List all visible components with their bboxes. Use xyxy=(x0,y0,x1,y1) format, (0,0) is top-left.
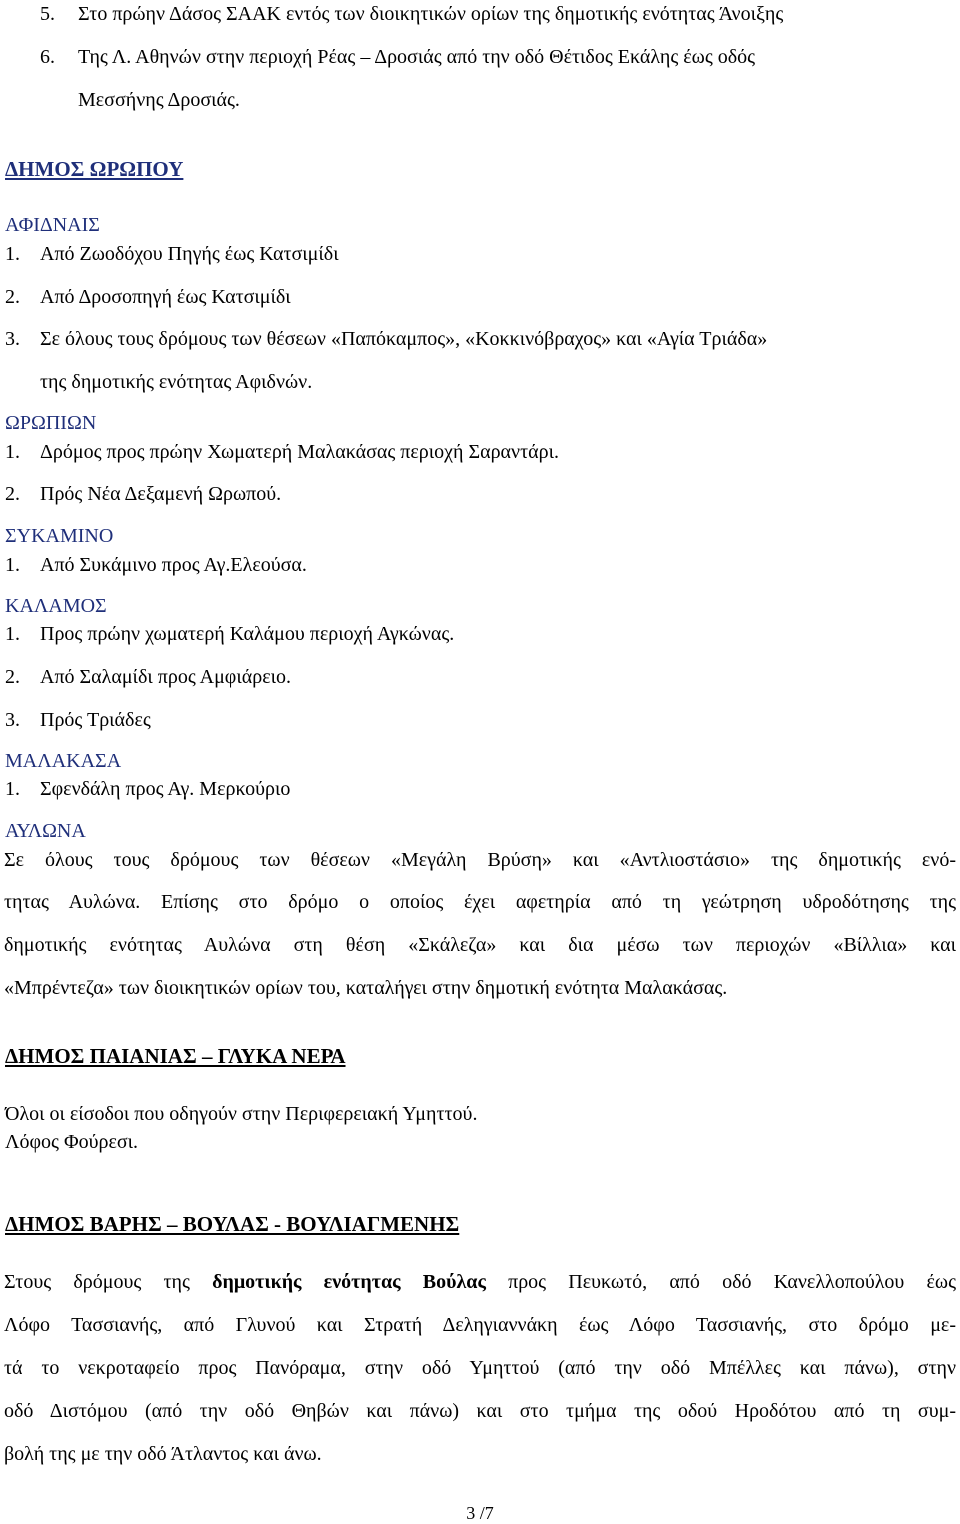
paragraph-line: βολή της με την οδό Άτλαντος και άνω. xyxy=(4,1443,322,1465)
list-item xyxy=(5,622,455,646)
text-run: Στους δρόμους της xyxy=(4,1271,213,1293)
subsection-heading: ΚΑΛΑΜΟΣ xyxy=(5,595,107,617)
item-text: Από Συκάμινο προς Αγ.Ελεούσα. xyxy=(40,554,307,576)
item-text: Πρός Νέα Δεξαμενή Ωρωπού. xyxy=(40,483,282,505)
subsection-heading: ΣΥΚΑΜΙΝΟ xyxy=(5,525,114,547)
item-text: Της Λ. Αθηνών στην περιοχή Ρέας – Δροσιάς από την οδό Θέτιδος Εκάλης έως οδός xyxy=(78,46,756,68)
item-text-continuation: Μεσσήνης Δροσιάς. xyxy=(78,89,240,111)
item-number: 5. xyxy=(40,3,55,25)
item-text: Από Δροσοπηγή έως Κατσιμίδι xyxy=(40,286,291,308)
item-number: 3. xyxy=(5,328,20,350)
paragraph-line: Λόφο Τασσιανής, από Γλυνού και Στρατή Δεληγιαννάκη έως Λόφο Τασσιανής, στο δρόμο με- xyxy=(4,1314,956,1336)
paragraph-line: Όλοι οι είσοδοι που οδηγούν στην Περιφερειακή Υμηττού. xyxy=(5,1103,478,1125)
subsection-heading: ΑΦΙΔΝΑΙΣ xyxy=(5,214,100,236)
page-number: 3 /7 xyxy=(466,1503,494,1523)
section-title: ΔΗΜΟΣ ΠΑΙΑΝΙΑΣ – ΓΛΥΚΑ ΝΕΡΑ xyxy=(5,1044,346,1068)
item-number: 1. xyxy=(5,778,20,800)
section-title: ΔΗΜΟΣ ΩΡΩΠΟΥ xyxy=(5,157,184,181)
paragraph-line: «Μπρέντεζα» των διοικητικών ορίων του, καταλήγει στην δημοτική ενότητα Μαλακάσας. xyxy=(4,977,728,999)
item-text: Σφενδάλη προς Αγ. Μερκούριο xyxy=(40,778,291,800)
list-item xyxy=(5,665,291,689)
item-number: 1. xyxy=(5,441,20,463)
item-number: 1. xyxy=(5,554,20,576)
item-text: Σε όλους τους δρόμους των θέσεων «Παπόκαμπος», «Κοκκινόβραχος» και «Αγία Τριάδα» xyxy=(40,328,768,350)
item-number: 6. xyxy=(40,46,55,68)
item-text: Πρός Τριάδες xyxy=(40,709,151,731)
subsection-heading: ΜΑΛΑΚΑΣΑ xyxy=(5,750,122,772)
item-text: Από Σαλαμίδι προς Αμφιάρειο. xyxy=(40,666,291,688)
list-item xyxy=(5,482,282,506)
item-number: 1. xyxy=(5,623,20,645)
item-number: 2. xyxy=(5,286,20,308)
item-number: 2. xyxy=(5,483,20,505)
paragraph-line xyxy=(4,1270,956,1294)
item-text: Στο πρώην Δάσος ΣΑΑΚ εντός των διοικητικών ορίων της δημοτικής ενότητας Άνοιξης xyxy=(78,3,784,25)
list-item xyxy=(5,327,768,351)
list-item xyxy=(5,440,559,464)
paragraph-line: τά το νεκροταφείο προς Πανόραμα, στην οδό Υμηττού (από την οδό Μπέλλες και πάνω), στην xyxy=(4,1357,956,1379)
list-item xyxy=(5,285,291,309)
paragraph-line: οδό Διστόμου (από την οδό Θηβών και πάνω) και στο τμήμα της οδού Ηροδότου από τη συμ- xyxy=(4,1400,956,1422)
text-run-bold: δημοτικής ενότητας Βούλας xyxy=(212,1271,486,1293)
subsection-heading: ΑΥΛΩΝΑ xyxy=(5,820,86,842)
list-item xyxy=(5,708,151,732)
list-item xyxy=(5,553,307,577)
item-text: Προς πρώην χωματερή Καλάμου περιοχή Αγκώνας. xyxy=(40,623,455,645)
item-text: Από Ζωοδόχου Πηγής έως Κατσιμίδι xyxy=(40,243,339,265)
paragraph-line: δημοτικής ενότητας Αυλώνα στη θέση «Σκάλεζα» και δια μέσω των περιοχών «Βίλλια» και xyxy=(4,934,956,956)
list-item xyxy=(5,242,339,266)
paragraph-line: Λόφος Φούρεσι. xyxy=(5,1131,139,1153)
subsection-heading: ΩΡΩΠΙΩΝ xyxy=(5,412,97,434)
item-text-continuation: της δημοτικής ενότητας Αφιδνών. xyxy=(40,371,313,393)
item-text: Δρόμος προς πρώην Χωματερή Μαλακάσας περιοχή Σαραντάρι. xyxy=(40,441,559,463)
paragraph-line: Σε όλους τους δρόμους των θέσεων «Μεγάλη Βρύση» και «Αντλιοστάσιο» της δημοτικής ενό- xyxy=(4,849,956,871)
paragraph-line: τητας Αυλώνα. Επίσης στο δρόμο ο οποίος έχει αφετηρία από τη γεώτρηση υδροδότησης της xyxy=(4,891,956,913)
text-run: προς Πευκωτό, από οδό Κανελλοπούλου έως xyxy=(485,1271,957,1293)
list-item xyxy=(5,777,291,801)
section-title: ΔΗΜΟΣ ΒΑΡΗΣ – ΒΟΥΛΑΣ - ΒΟΥΛΙΑΓΜΕΝΗΣ xyxy=(5,1212,460,1236)
item-number: 1. xyxy=(5,243,20,265)
item-number: 3. xyxy=(5,709,20,731)
item-number: 2. xyxy=(5,666,20,688)
